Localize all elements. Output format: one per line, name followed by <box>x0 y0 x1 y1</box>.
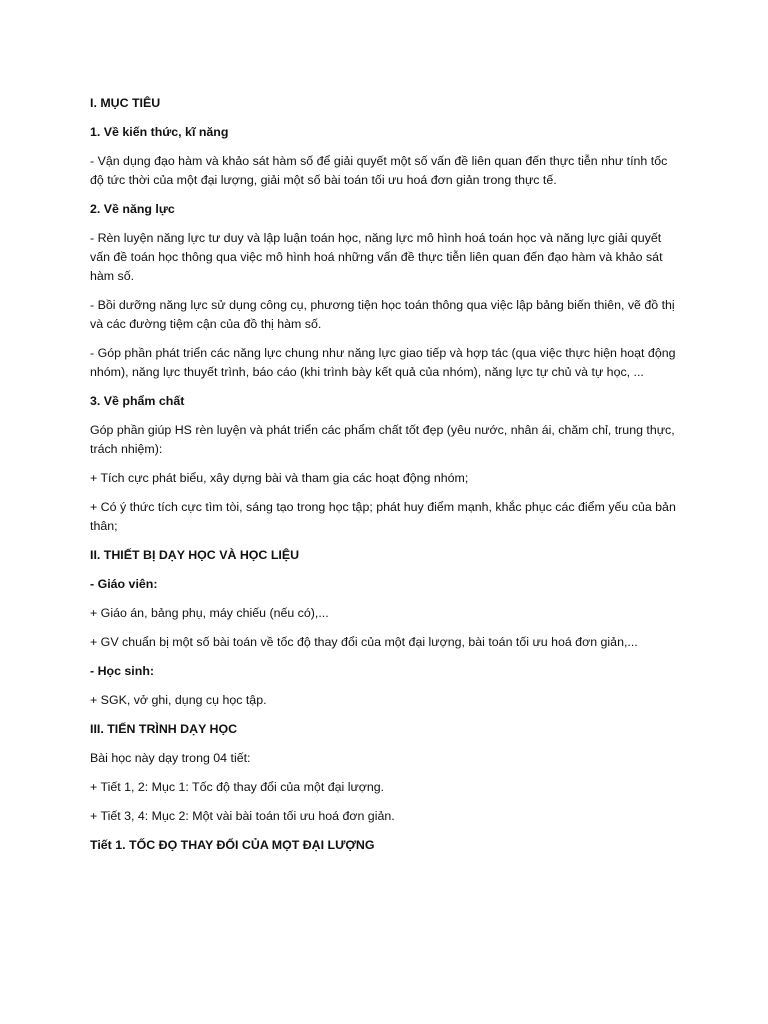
paragraph: + SGK, vở ghi, dụng cụ học tập. <box>90 693 267 707</box>
section-heading-process: III. TIẾN TRÌNH DẠY HỌC <box>90 722 238 736</box>
paragraph: + Tiết 3, 4: Mục 2: Một vài bài toán tối ưu hoá đơn giản. <box>90 809 395 823</box>
lesson-heading: Tiết 1. TỐC ĐỌ THAY ĐỔI CỦA MỌT ĐẠI LƯỢNG <box>90 838 375 852</box>
paragraph: - Vận dụng đạo hàm và khảo sát hàm số để giải quyết một số vấn đề liên quan đến thực tiễn như tính tốc độ tức thời của một đại lượng, giải một số bài toán tối ưu hoá đơn giản trong thực tế. <box>90 154 668 187</box>
paragraph: + Tiết 1, 2: Mục 1: Tốc độ thay đổi của một đại lượng. <box>90 780 385 794</box>
subheading-teacher: - Giáo viên: <box>90 577 158 591</box>
paragraph: Bài học này dạy trong 04 tiết: <box>90 751 251 765</box>
subheading-student: - Học sinh: <box>90 664 155 678</box>
paragraph: + Tích cực phát biểu, xây dựng bài và tham gia các hoạt động nhóm; <box>90 471 469 485</box>
paragraph: + GV chuẩn bị một số bài toán về tốc độ thay đổi của một đại lượng, bài toán tối ưu hoá đơn giản,... <box>90 635 638 649</box>
paragraph: Góp phần giúp HS rèn luyện và phát triển các phẩm chất tốt đẹp (yêu nước, nhân ái, chăm chỉ, trung thực, trách nhiệm): <box>90 423 675 456</box>
paragraph: - Bồi dưỡng năng lực sử dụng công cụ, phương tiện học toán thông qua việc lập bảng biến thiên, vẽ đồ thị và các đường tiệm cận của đồ thị hàm số. <box>90 298 675 331</box>
subheading-competence: 2. Về năng lực <box>90 202 175 216</box>
section-heading-equipment: II. THIẾT BỊ DẠY HỌC VÀ HỌC LIỆU <box>90 548 300 562</box>
section-heading-objectives: I. MỤC TIÊU <box>90 96 161 110</box>
paragraph: + Giáo án, bảng phụ, máy chiếu (nếu có),... <box>90 606 329 620</box>
paragraph: + Có ý thức tích cực tìm tòi, sáng tạo trong học tập; phát huy điểm mạnh, khắc phục các điểm yếu của bản thân; <box>90 500 676 533</box>
subheading-knowledge-skills: 1. Về kiến thức, kĩ năng <box>90 125 229 139</box>
document-body <box>90 94 682 865</box>
paragraph: - Góp phần phát triển các năng lực chung như năng lực giao tiếp và hợp tác (qua việc thực hiện hoạt động nhóm), năng lực thuyết trình, báo cáo (khi trình bày kết quả của nhóm), năng lực tự chủ và tự học, ... <box>90 346 676 379</box>
subheading-qualities: 3. Về phẩm chất <box>90 394 185 408</box>
paragraph: - Rèn luyện năng lực tư duy và lập luận toán học, năng lực mô hình hoá toán học và năng lực giải quyết vấn đề toán học thông qua việc mô hình hoá những vấn đề thực tiễn liên quan đến đạo hàm và khảo sát hàm số. <box>90 231 663 283</box>
